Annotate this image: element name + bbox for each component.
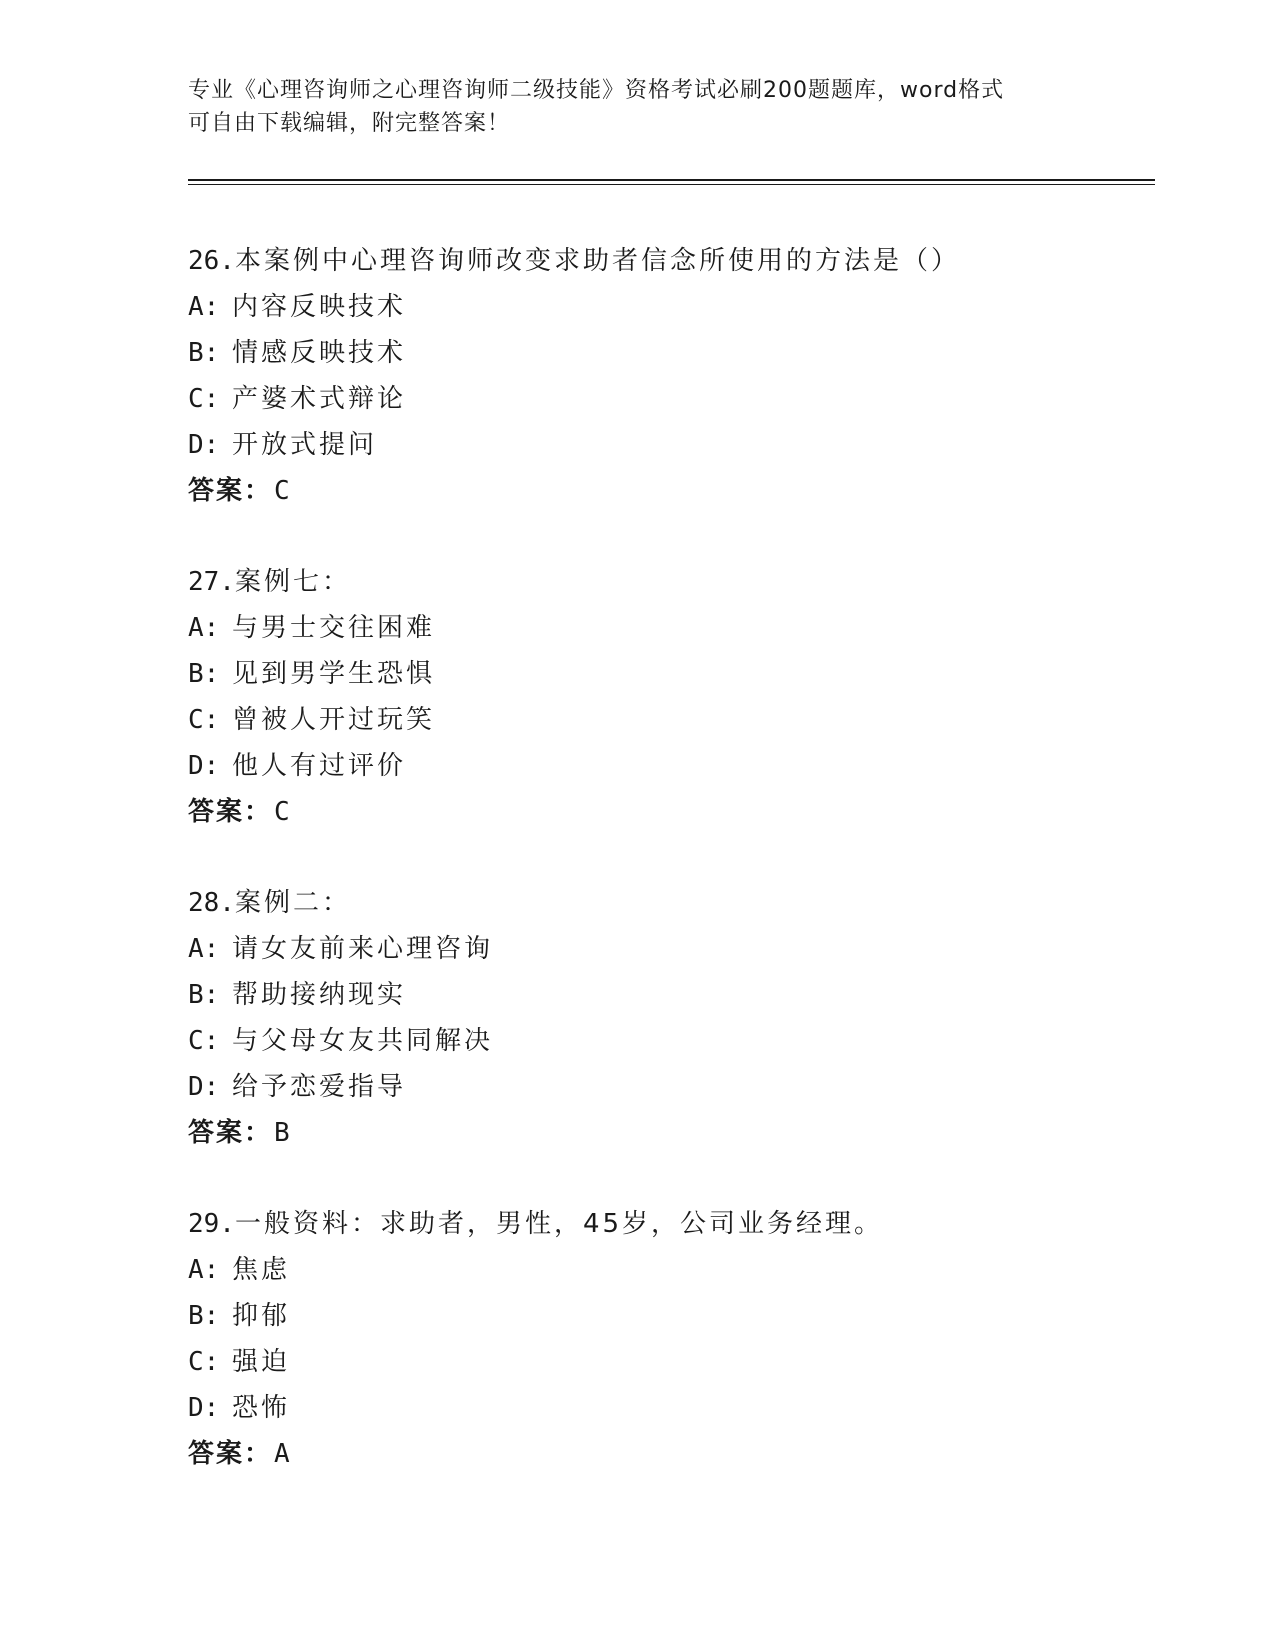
option-d xyxy=(188,1385,1168,1431)
option-text: 抑郁 xyxy=(232,1301,291,1331)
option-b xyxy=(188,651,1168,697)
option-text: 恐怖 xyxy=(232,1393,291,1423)
option-key: C: xyxy=(188,705,220,735)
question-stem xyxy=(188,238,1168,284)
question-number: 29. xyxy=(188,1209,235,1239)
answer-line xyxy=(188,1110,1168,1156)
document-header xyxy=(188,74,1088,140)
question-text: 案例七： xyxy=(234,567,351,597)
answer-value: C xyxy=(274,797,292,827)
answer-line xyxy=(188,789,1168,835)
option-a xyxy=(188,926,1168,972)
option-key: A: xyxy=(188,292,220,322)
option-b xyxy=(188,330,1168,376)
answer-value: C xyxy=(274,476,292,506)
option-key: A: xyxy=(188,613,220,643)
option-key: A: xyxy=(188,1255,220,1285)
option-c xyxy=(188,697,1168,743)
option-a xyxy=(188,1247,1168,1293)
option-text: 与父母女友共同解决 xyxy=(232,1026,494,1056)
option-c xyxy=(188,376,1168,422)
option-key: D: xyxy=(188,430,220,460)
option-key: C: xyxy=(188,1026,220,1056)
option-key: B: xyxy=(188,338,220,368)
option-text: 请女友前来心理咨询 xyxy=(232,934,494,964)
option-b xyxy=(188,1293,1168,1339)
question-block xyxy=(188,880,1168,1156)
option-text: 曾被人开过玩笑 xyxy=(232,705,436,735)
header-divider xyxy=(188,179,1155,185)
option-text: 产婆术式辩论 xyxy=(232,384,407,414)
option-key: B: xyxy=(188,980,220,1010)
option-d xyxy=(188,1064,1168,1110)
question-block xyxy=(188,238,1168,514)
option-text: 内容反映技术 xyxy=(232,292,407,322)
answer-value: B xyxy=(274,1118,292,1148)
answer-label: 答案： xyxy=(188,476,273,506)
question-text: 本案例中心理咨询师改变求助者信念所使用的方法是（） xyxy=(234,246,960,276)
option-text: 情感反映技术 xyxy=(232,338,407,368)
option-text: 与男士交往困难 xyxy=(232,613,436,643)
question-stem xyxy=(188,880,1168,926)
answer-label: 答案： xyxy=(188,797,273,827)
option-text: 强迫 xyxy=(232,1347,291,1377)
question-stem xyxy=(188,559,1168,605)
option-key: B: xyxy=(188,659,220,689)
option-a xyxy=(188,605,1168,651)
option-text: 见到男学生恐惧 xyxy=(232,659,436,689)
option-key: C: xyxy=(188,384,220,414)
question-block xyxy=(188,1201,1168,1477)
option-d xyxy=(188,743,1168,789)
answer-value: A xyxy=(274,1439,292,1469)
option-b xyxy=(188,972,1168,1018)
answer-label: 答案： xyxy=(188,1118,273,1148)
option-text: 给予恋爱指导 xyxy=(232,1072,407,1102)
option-d xyxy=(188,422,1168,468)
option-text: 他人有过评价 xyxy=(232,751,407,781)
option-key: C: xyxy=(188,1347,220,1377)
answer-line xyxy=(188,468,1168,514)
option-a xyxy=(188,284,1168,330)
option-key: B: xyxy=(188,1301,220,1331)
question-text: 一般资料：求助者，男性，45岁，公司业务经理。 xyxy=(234,1209,884,1239)
option-key: A: xyxy=(188,934,220,964)
option-c xyxy=(188,1018,1168,1064)
option-text: 帮助接纳现实 xyxy=(232,980,407,1010)
option-text: 焦虑 xyxy=(232,1255,291,1285)
answer-line xyxy=(188,1431,1168,1477)
option-key: D: xyxy=(188,1393,220,1423)
header-line-1: 专业《心理咨询师之心理咨询师二级技能》资格考试必刷200题题库，word格式 xyxy=(188,78,1005,103)
question-block xyxy=(188,559,1168,835)
question-text: 案例二： xyxy=(234,888,351,918)
question-number: 28. xyxy=(188,888,235,918)
header-line-2: 可自由下载编辑，附完整答案！ xyxy=(188,111,511,136)
question-number: 27. xyxy=(188,567,235,597)
option-key: D: xyxy=(188,751,220,781)
option-key: D: xyxy=(188,1072,220,1102)
option-text: 开放式提问 xyxy=(232,430,378,460)
option-c xyxy=(188,1339,1168,1385)
question-number: 26. xyxy=(188,246,235,276)
question-stem xyxy=(188,1201,1168,1247)
answer-label: 答案： xyxy=(188,1439,273,1469)
